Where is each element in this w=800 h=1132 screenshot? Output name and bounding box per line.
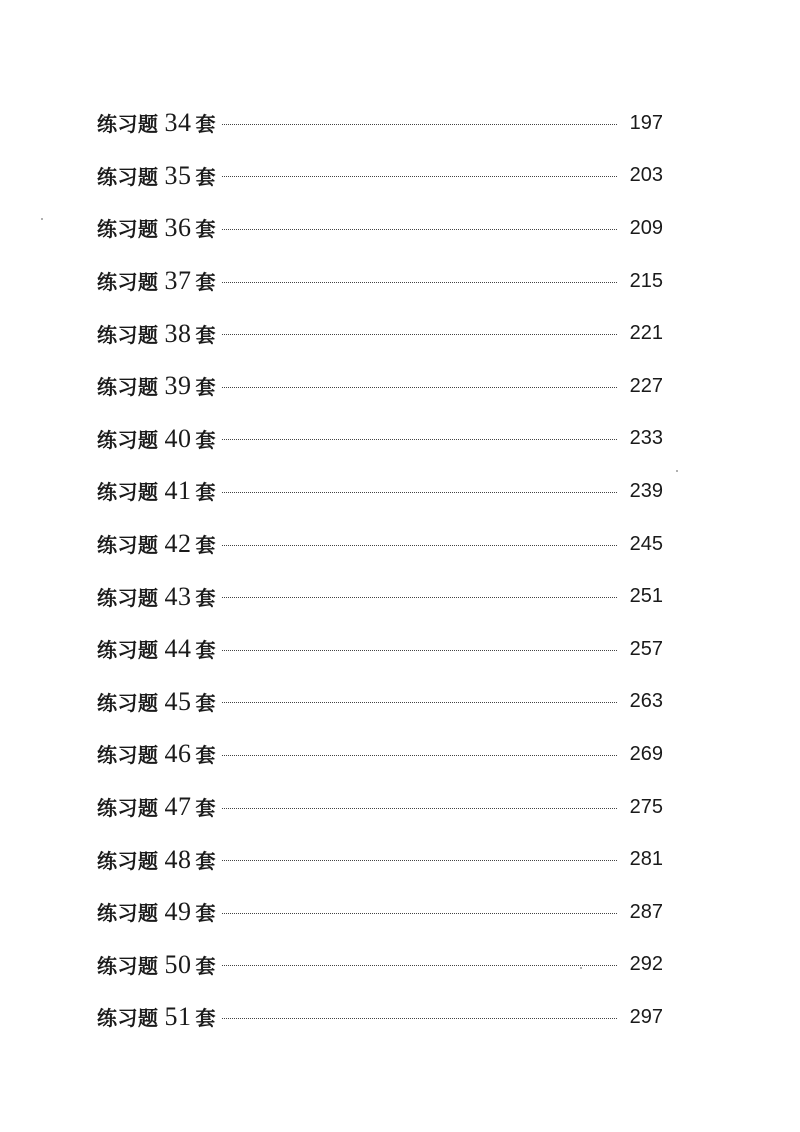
toc-entry[interactable] — [97, 202, 663, 255]
entry-suffix: 套 — [195, 270, 216, 295]
toc-entry[interactable] — [97, 413, 663, 466]
dot-leader — [222, 597, 617, 598]
page-number: 227 — [629, 374, 663, 397]
page-number: 257 — [629, 637, 663, 660]
dot-leader — [222, 702, 617, 703]
entry-title — [97, 213, 216, 243]
dot-leader — [222, 650, 617, 651]
entry-title — [97, 266, 216, 296]
dot-leader — [222, 124, 617, 125]
dot-leader — [222, 755, 617, 756]
entry-number: 42 — [164, 529, 192, 559]
page-number: 281 — [629, 848, 663, 871]
page-number: 221 — [629, 322, 663, 345]
toc-entry[interactable] — [97, 570, 663, 623]
dot-leader — [222, 913, 617, 914]
entry-number: 37 — [164, 266, 192, 296]
dot-leader — [222, 229, 617, 230]
entry-number: 38 — [164, 318, 192, 348]
page-number: 292 — [629, 953, 663, 976]
entry-number: 34 — [164, 108, 192, 138]
toc-entry[interactable] — [97, 991, 663, 1044]
dot-leader — [222, 439, 617, 440]
entry-suffix: 套 — [195, 585, 216, 610]
entry-suffix: 套 — [195, 322, 216, 347]
toc-entry[interactable] — [97, 781, 663, 834]
toc-entry[interactable] — [97, 676, 663, 729]
entry-title — [97, 739, 216, 769]
page-number: 263 — [629, 690, 663, 713]
dot-leader — [222, 387, 617, 388]
entry-prefix: 练习题 — [97, 375, 159, 400]
scan-speck — [41, 218, 43, 220]
entry-title — [97, 319, 216, 349]
entry-prefix: 练习题 — [97, 270, 159, 295]
entry-suffix: 套 — [195, 953, 216, 978]
entry-number: 45 — [164, 686, 192, 716]
scan-speck — [580, 967, 582, 969]
entry-prefix: 练习题 — [97, 217, 159, 242]
toc-entry[interactable] — [97, 97, 663, 150]
dot-leader — [222, 965, 617, 966]
entry-number: 43 — [164, 581, 192, 611]
entry-suffix: 套 — [195, 848, 216, 873]
entry-suffix: 套 — [195, 901, 216, 926]
dot-leader — [222, 860, 617, 861]
entry-number: 50 — [164, 949, 192, 979]
page-number: 203 — [629, 164, 663, 187]
entry-suffix: 套 — [195, 480, 216, 505]
toc-entry[interactable] — [97, 728, 663, 781]
entry-title — [97, 582, 216, 612]
page-number: 239 — [629, 479, 663, 502]
entry-prefix: 练习题 — [97, 585, 159, 610]
entry-title — [97, 161, 216, 191]
page-number: 275 — [629, 795, 663, 818]
dot-leader — [222, 545, 617, 546]
entry-prefix: 练习题 — [97, 1006, 159, 1031]
page-number: 287 — [629, 900, 663, 923]
entry-number: 46 — [164, 739, 192, 769]
toc-entry[interactable] — [97, 307, 663, 360]
entry-title — [97, 476, 216, 506]
page-number: 251 — [629, 585, 663, 608]
toc-entry[interactable] — [97, 360, 663, 413]
entry-suffix: 套 — [195, 427, 216, 452]
entry-suffix: 套 — [195, 690, 216, 715]
toc-entry[interactable] — [97, 833, 663, 886]
page-number: 269 — [629, 742, 663, 765]
entry-prefix: 练习题 — [97, 480, 159, 505]
entry-number: 44 — [164, 634, 192, 664]
entry-suffix: 套 — [195, 164, 216, 189]
entry-number: 40 — [164, 423, 192, 453]
entry-number: 51 — [164, 1002, 192, 1032]
entry-prefix: 练习题 — [97, 638, 159, 663]
page-number: 233 — [629, 427, 663, 450]
entry-title — [97, 1002, 216, 1032]
entry-suffix: 套 — [195, 638, 216, 663]
dot-leader — [222, 808, 617, 809]
entry-number: 41 — [164, 476, 192, 506]
page-number: 297 — [629, 1005, 663, 1028]
page-number: 197 — [629, 111, 663, 134]
entry-suffix: 套 — [195, 1006, 216, 1031]
toc-entry[interactable] — [97, 886, 663, 939]
scan-speck — [676, 470, 678, 472]
toc-entry[interactable] — [97, 623, 663, 676]
table-of-contents — [97, 97, 663, 1044]
dot-leader — [222, 492, 617, 493]
entry-number: 49 — [164, 897, 192, 927]
dot-leader — [222, 282, 617, 283]
page-number: 209 — [629, 216, 663, 239]
entry-number: 48 — [164, 844, 192, 874]
entry-suffix: 套 — [195, 533, 216, 558]
entry-prefix: 练习题 — [97, 848, 159, 873]
entry-prefix: 练习题 — [97, 427, 159, 452]
entry-title — [97, 529, 216, 559]
toc-entry[interactable] — [97, 465, 663, 518]
entry-number: 35 — [164, 160, 192, 190]
entry-title — [97, 950, 216, 980]
toc-entry[interactable] — [97, 518, 663, 571]
toc-entry[interactable] — [97, 150, 663, 203]
entry-title — [97, 371, 216, 401]
entry-title — [97, 792, 216, 822]
entry-title — [97, 108, 216, 138]
entry-prefix: 练习题 — [97, 690, 159, 715]
dot-leader — [222, 1018, 617, 1019]
toc-entry[interactable] — [97, 939, 663, 992]
dot-leader — [222, 176, 617, 177]
entry-number: 36 — [164, 213, 192, 243]
entry-prefix: 练习题 — [97, 322, 159, 347]
entry-number: 39 — [164, 371, 192, 401]
entry-title — [97, 634, 216, 664]
entry-prefix: 练习题 — [97, 901, 159, 926]
toc-entry[interactable] — [97, 255, 663, 308]
entry-title — [97, 424, 216, 454]
entry-prefix: 练习题 — [97, 112, 159, 137]
entry-suffix: 套 — [195, 796, 216, 821]
page-number: 215 — [629, 269, 663, 292]
entry-prefix: 练习题 — [97, 796, 159, 821]
dot-leader — [222, 334, 617, 335]
entry-suffix: 套 — [195, 743, 216, 768]
entry-suffix: 套 — [195, 112, 216, 137]
entry-suffix: 套 — [195, 217, 216, 242]
entry-prefix: 练习题 — [97, 953, 159, 978]
entry-number: 47 — [164, 792, 192, 822]
entry-prefix: 练习题 — [97, 164, 159, 189]
entry-prefix: 练习题 — [97, 533, 159, 558]
entry-prefix: 练习题 — [97, 743, 159, 768]
entry-title — [97, 687, 216, 717]
page-number: 245 — [629, 532, 663, 555]
entry-title — [97, 845, 216, 875]
entry-title — [97, 897, 216, 927]
entry-suffix: 套 — [195, 375, 216, 400]
